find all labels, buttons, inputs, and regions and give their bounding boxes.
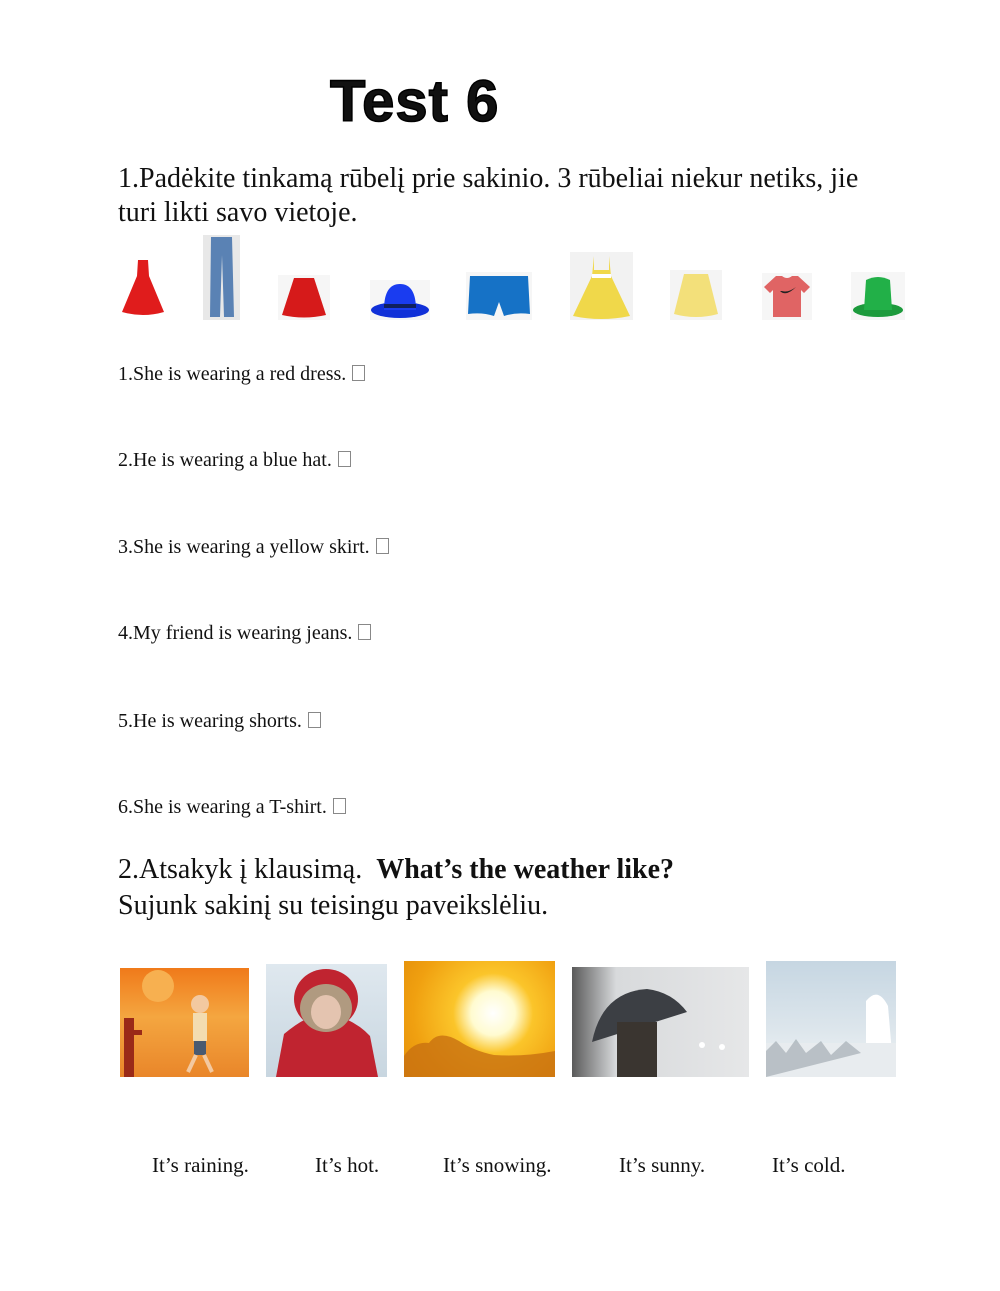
snow-forest-image[interactable]: [766, 961, 896, 1077]
sun-image[interactable]: [404, 961, 555, 1077]
jeans-image[interactable]: [203, 235, 240, 320]
instruction-text: 2.Atsakyk į klausimą.: [118, 854, 363, 885]
sentence-2: [118, 449, 351, 472]
option-sunny[interactable]: It’s sunny.: [619, 1153, 706, 1177]
sentence-text: 5.He is wearing shorts.: [118, 710, 302, 732]
blue-shorts-image[interactable]: [466, 272, 532, 320]
answer-box[interactable]: [338, 451, 351, 467]
sentence-text: 6.She is wearing a T-shirt.: [118, 796, 327, 818]
section1-instruction-2: turi likti savo vietoje.: [118, 197, 358, 228]
sentence-6: [118, 796, 346, 819]
sentence-text: 2.He is wearing a blue hat.: [118, 449, 332, 471]
answer-box[interactable]: [358, 624, 371, 640]
yellow-skirt-image[interactable]: [670, 270, 722, 320]
sentence-1: [118, 363, 365, 386]
option-snowing[interactable]: It’s snowing.: [443, 1153, 552, 1177]
sentence-4: [118, 622, 371, 645]
hot-desert-image[interactable]: [120, 968, 249, 1077]
section2-instruction-2: Sujunk sakinį su teisingu paveikslėliu.: [118, 890, 549, 921]
page-title: Test 6: [330, 69, 500, 134]
answer-box[interactable]: [333, 798, 346, 814]
section2-instruction: [118, 853, 674, 887]
option-cold[interactable]: It’s cold.: [772, 1153, 846, 1177]
sentence-text: 4.My friend is wearing jeans.: [118, 622, 353, 644]
green-hat-image[interactable]: [851, 272, 905, 320]
cold-man-image[interactable]: [266, 964, 387, 1077]
section1-instruction: 1.Padėkite tinkamą rūbelį prie sakinio. 3 rūbeliai niekur netiks, jie: [118, 163, 859, 194]
option-raining[interactable]: It’s raining.: [152, 1153, 249, 1177]
yellow-dress-image[interactable]: [570, 252, 633, 320]
sentence-text: 1.She is wearing a red dress.: [118, 363, 347, 385]
red-skirt-image[interactable]: [278, 275, 330, 320]
option-hot[interactable]: It’s hot.: [315, 1153, 380, 1177]
red-dress-image[interactable]: [120, 258, 166, 318]
sentence-5: [118, 710, 321, 733]
weather-question: What’s the weather like?: [376, 854, 675, 885]
rain-umbrella-image[interactable]: [572, 967, 749, 1077]
red-t-shirt-image[interactable]: [762, 273, 812, 320]
answer-box[interactable]: [352, 365, 365, 381]
sentence-3: [118, 536, 389, 559]
answer-box[interactable]: [308, 712, 321, 728]
answer-box[interactable]: [376, 538, 389, 554]
blue-hat-image[interactable]: [370, 280, 430, 320]
sentence-text: 3.She is wearing a yellow skirt.: [118, 536, 370, 558]
